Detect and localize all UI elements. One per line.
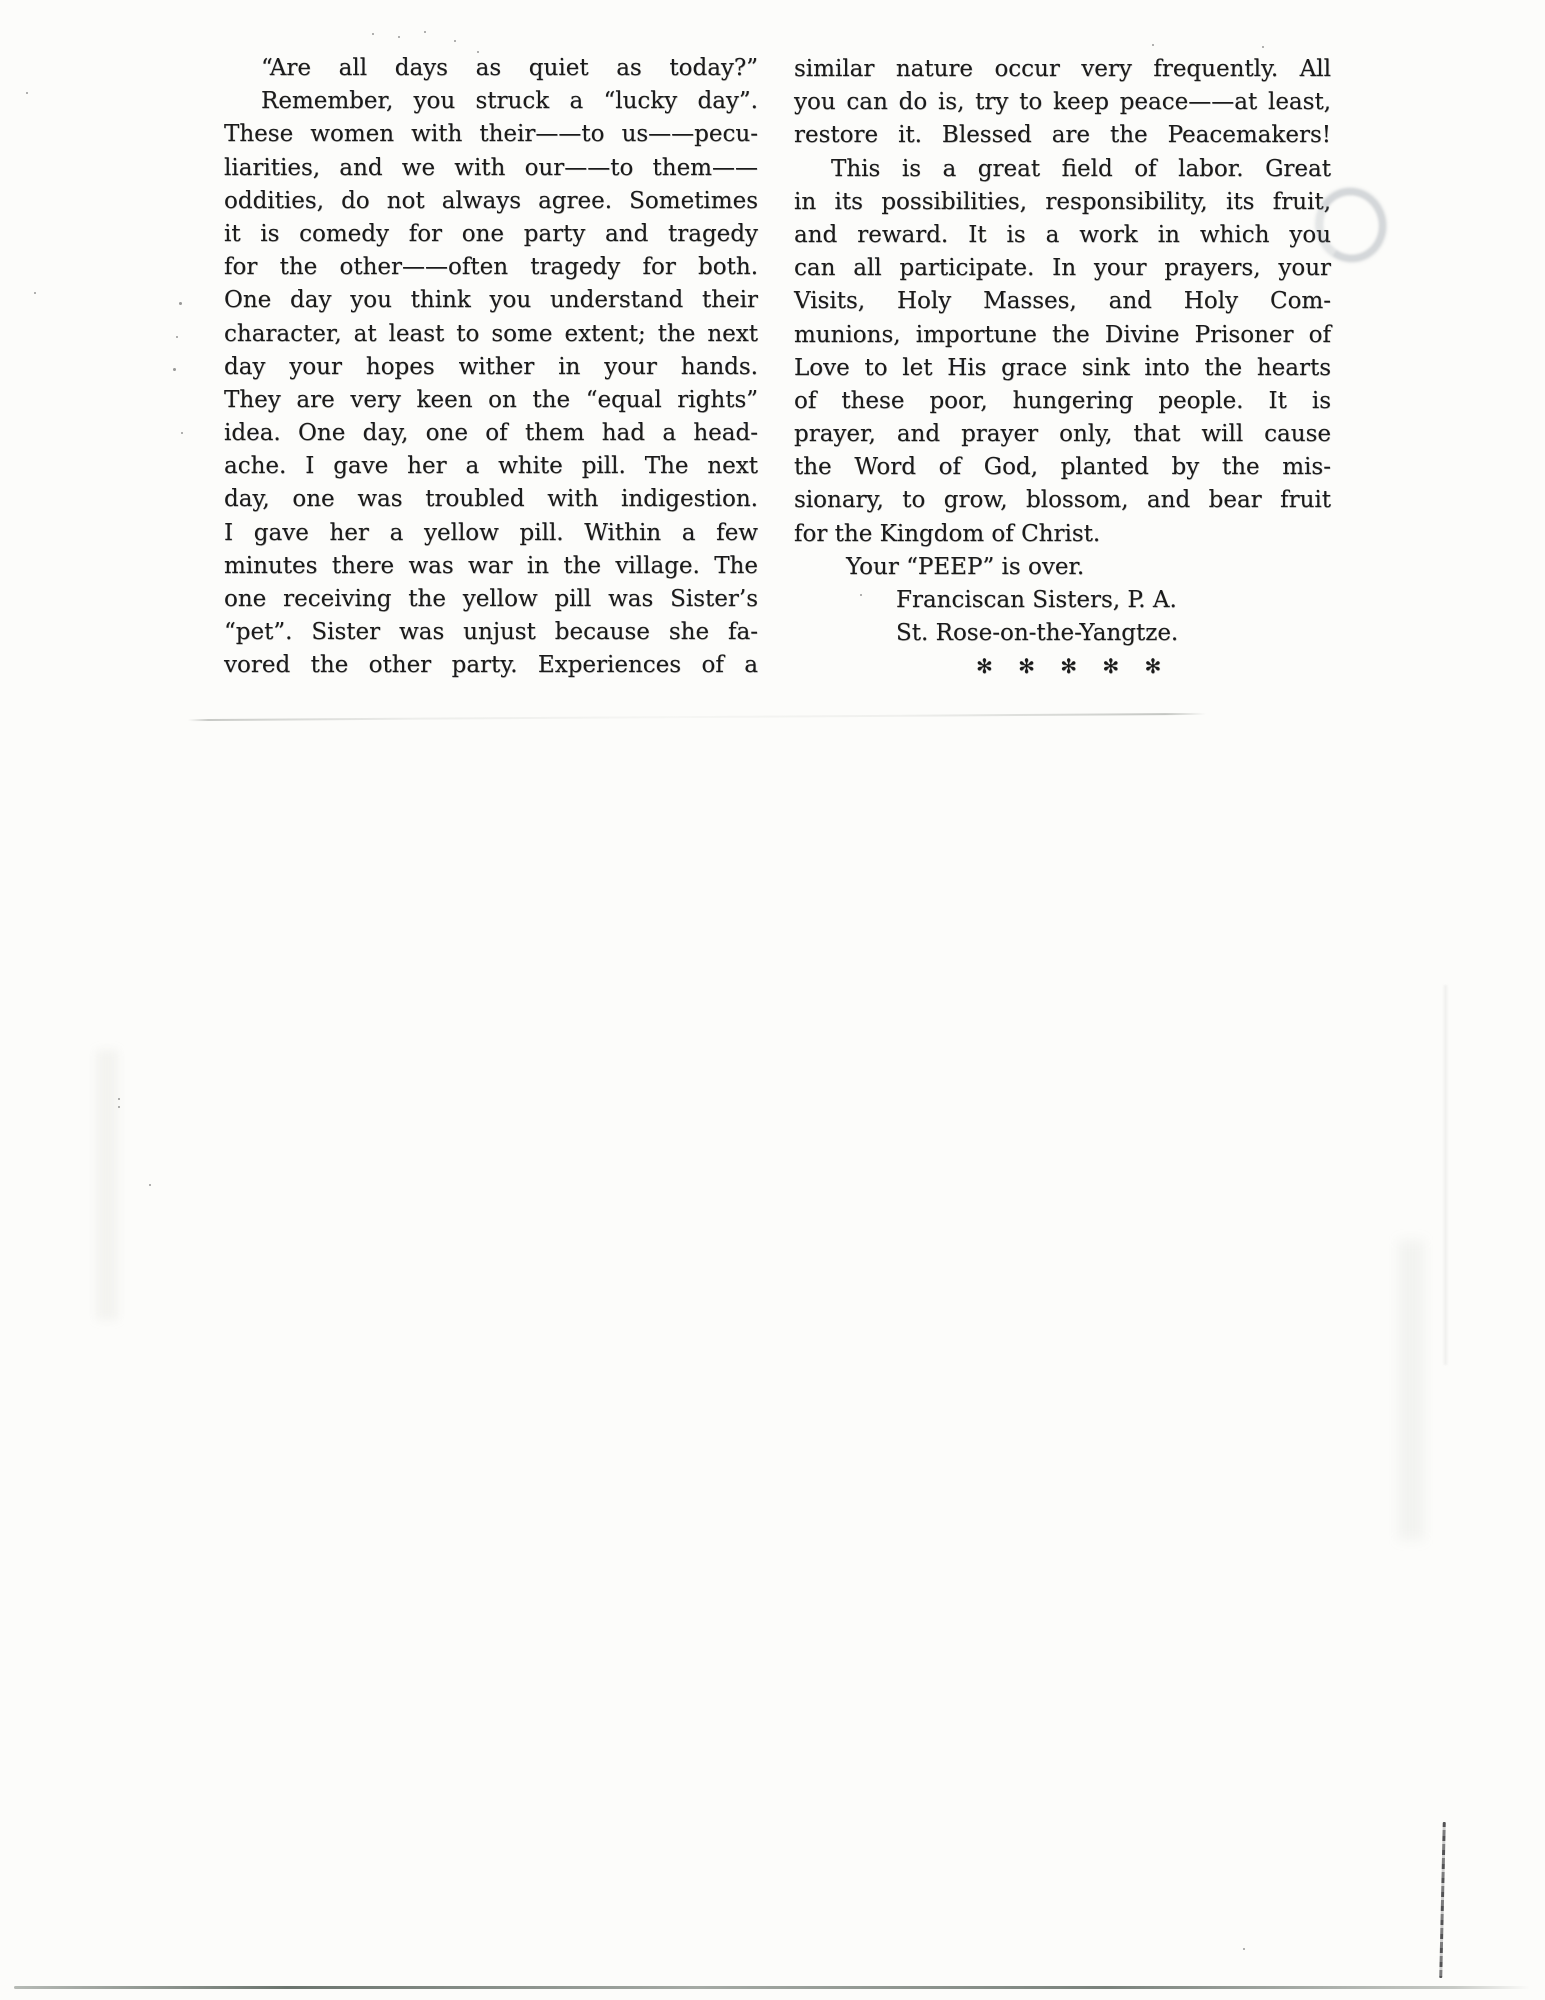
text-line: it is comedy for one party and tragedy [224, 220, 758, 247]
text-line: similar nature occur very frequently. All [794, 56, 1331, 82]
text-line: Remember, you struck a “lucky day”. [261, 88, 758, 115]
text-line: This is a great field of labor. Great [831, 155, 1331, 182]
text-line: One day you think you understand their [224, 287, 758, 314]
scan-speck [1262, 46, 1264, 48]
text-line: day your hopes wither in your hands. [224, 353, 758, 380]
text-line: the Word of God, planted by the mis- [794, 454, 1331, 481]
text-line: minutes there was war in the village. The [224, 552, 758, 579]
text-line: Visits, Holy Masses, and Holy Com- [794, 288, 1331, 315]
scan-speck [176, 336, 178, 338]
left-margin-smudge [96, 1050, 118, 1320]
scan-speck [1152, 44, 1154, 46]
scan-speck [26, 92, 28, 94]
horizontal-crease-artifact [188, 713, 1206, 721]
text-line: ache. I gave her a white pill. The next [224, 453, 758, 480]
text-line: ✻ ✻ ✻ ✻ ✻ [976, 654, 1163, 679]
right-margin-smudge [1398, 1240, 1424, 1540]
text-line: for the other——often tragedy for both. [224, 254, 758, 281]
scan-speck [118, 1106, 120, 1108]
scan-speck [1243, 1948, 1245, 1950]
scan-speck [424, 31, 426, 33]
text-line: Franciscan Sisters, P. A. [896, 587, 1177, 613]
text-line: Love to let His grace sink into the hearts [794, 354, 1331, 381]
text-line: in its possibilities, responsibility, its fruit, [794, 188, 1331, 215]
text-line: restore it. Blessed are the Peacemakers! [794, 122, 1331, 149]
text-line: and reward. It is a work in which you [794, 221, 1331, 248]
text-line: can all participate. In your prayers, your [794, 255, 1331, 282]
text-line: prayer, and prayer only, that will cause [794, 421, 1331, 448]
right-text-column [794, 53, 1331, 684]
scan-speck [118, 1098, 120, 1100]
text-line: day, one was troubled with indigestion. [224, 486, 758, 513]
text-line: munions, importune the Divine Prisoner of [794, 321, 1331, 348]
scan-speck [173, 368, 176, 371]
scan-speck [372, 33, 374, 35]
text-line: of these poor, hungering people. It is [794, 387, 1331, 414]
text-line: for the Kingdom of Christ. [794, 520, 1101, 547]
vertical-ink-streak [1439, 1822, 1446, 1978]
text-line: you can do is, try to keep peace——at least, [794, 89, 1331, 116]
text-line: I gave her a yellow pill. Within a few [224, 519, 758, 546]
scan-speck [149, 1184, 151, 1186]
left-text-column [224, 52, 758, 683]
text-line: These women with their——to us——pecu- [224, 121, 758, 148]
text-line: They are very keen on the “equal rights” [224, 386, 758, 413]
scan-speck [34, 292, 36, 294]
text-line: liarities, and we with our——to them—— [224, 154, 758, 181]
text-line: sionary, to grow, blossom, and bear fruit [794, 487, 1331, 514]
text-line: idea. One day, one of them had a head- [224, 420, 758, 447]
text-line: character, at least to some extent; the next [224, 320, 758, 347]
faint-fold-line [1444, 985, 1447, 1365]
scan-speck [398, 36, 400, 38]
text-line: “Are all days as quiet as today?” [261, 55, 758, 81]
bottom-scan-edge-line [14, 1986, 1530, 1989]
text-line: “pet”. Sister was unjust because she fa- [224, 619, 758, 646]
text-line: St. Rose-on-the-Yangtze. [896, 620, 1179, 647]
scan-speck [454, 40, 456, 42]
scan-speck [179, 302, 182, 305]
text-line: one receiving the yellow pill was Sister’s [224, 586, 758, 612]
scan-speck [181, 432, 183, 434]
text-line: Your “PEEP” is over. [846, 553, 1085, 580]
text-line: oddities, do not always agree. Sometimes [224, 187, 758, 214]
text-line: vored the other party. Experiences of a [224, 652, 758, 679]
